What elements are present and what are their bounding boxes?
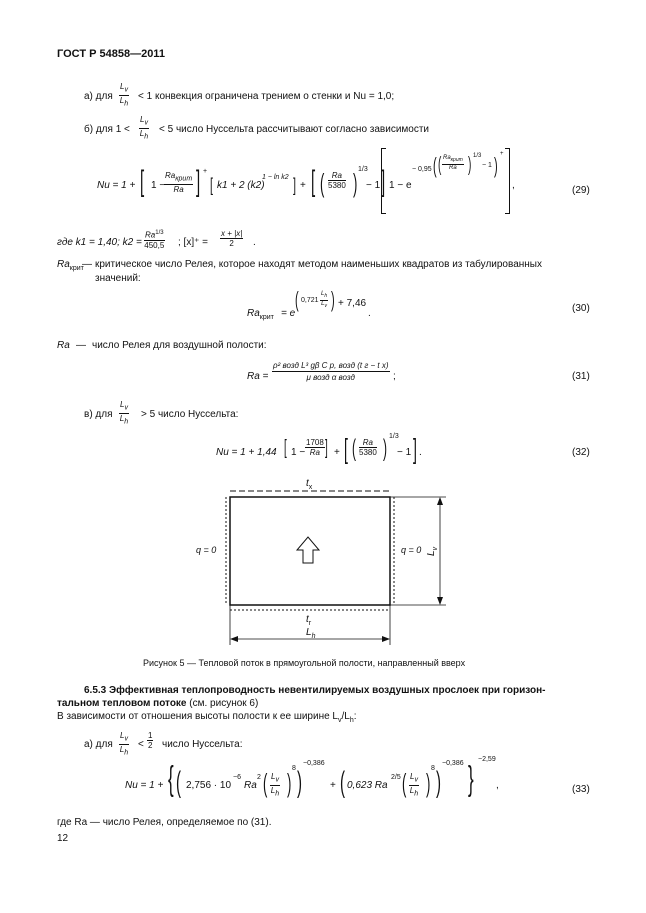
def-ra-krit-line1: критическое число Релея, которое находят методом наименьших квадратов из табулированных bbox=[95, 259, 542, 270]
eq32-plus: + bbox=[334, 447, 340, 458]
lv-arrow-bottom bbox=[437, 597, 443, 605]
eq29-bracket-open-2: [ bbox=[210, 175, 214, 195]
eq29-bracket-open-3: [ bbox=[311, 165, 316, 198]
eq33-paren1-open: ( bbox=[176, 766, 181, 799]
eq29-exp-minus-1: − 1 bbox=[482, 162, 492, 169]
eq29-exp-paren-open-2: ( bbox=[438, 154, 442, 176]
eq33-number: (33) bbox=[572, 784, 590, 795]
eq29-lhs: Nu = 1 + bbox=[97, 180, 136, 191]
eq29-exp-plus: + bbox=[500, 151, 504, 157]
where-end-dot: . bbox=[253, 237, 256, 248]
fig-label-tx: $t_x$ bbox=[306, 478, 313, 491]
eq33-paren-ratio2-close: ) bbox=[426, 768, 431, 798]
eq30-lhs: $Ra_{крит}$ bbox=[247, 308, 274, 321]
eq32-bracket-open-2: [ bbox=[344, 433, 348, 464]
eq29-bracket-close-1: ] bbox=[196, 165, 201, 198]
eq30-rhs: = e bbox=[281, 308, 296, 319]
section-heading-line1: 6.5.3 Эффективная теплопроводность невентилируемых воздушных прослоек при горизон- bbox=[84, 685, 546, 696]
lh-arrow-left bbox=[230, 636, 238, 642]
eq29-ra-5380: $\frac{Ra}{5380}$ bbox=[328, 171, 346, 190]
eq29-comma: , bbox=[512, 180, 515, 191]
eq29-exp-paren-close-2: ) bbox=[468, 154, 472, 176]
fig-q-right: q = 0 bbox=[401, 545, 422, 555]
fig-q-left: q = 0 bbox=[196, 545, 217, 555]
cavity-rectangle bbox=[230, 497, 390, 605]
eq33-paren-ratio1-close: ) bbox=[287, 768, 292, 798]
eq29-bracket-open-1: [ bbox=[140, 165, 145, 198]
item-c-text: > 5 число Нуссельта: bbox=[141, 409, 239, 420]
eq33-paren-ratio1-open: ( bbox=[263, 768, 268, 798]
eq33-exp-0386-1: −0,386 bbox=[303, 760, 325, 767]
eq32-bracket-close-1: ] bbox=[325, 437, 328, 459]
eq33-exp-0386-2: −0,386 bbox=[442, 760, 464, 767]
section-intro: В зависимости от отношения высоты полости к ее ширине $L_v/L_h$: bbox=[57, 711, 357, 724]
eq31-fraction: ρ² возд L³ gβ C p, возд (t г − t х) μ возд α возд bbox=[273, 361, 389, 382]
eq30-exp-coef: 0,721 bbox=[301, 297, 319, 304]
eq33-paren2-close: ) bbox=[436, 766, 441, 799]
eq29-number: (29) bbox=[572, 185, 590, 196]
eq29-exp-inner-13: 1/3 bbox=[473, 153, 482, 159]
eq32-bracket-open-1: [ bbox=[284, 437, 287, 459]
item-c-prefix: в) для bbox=[84, 409, 113, 420]
def-ra-krit-term: $Ra_{крит}$ bbox=[57, 259, 84, 272]
eq29-exp-paren-close: ) bbox=[494, 153, 498, 178]
eq33-comma: , bbox=[496, 780, 499, 791]
eq30-number: (30) bbox=[572, 303, 590, 314]
eq29-ra-ratio: Raкрит Ra bbox=[165, 171, 193, 194]
eq29-e-exp-coef: − 0,95 bbox=[412, 166, 432, 173]
item-a2-lt: < bbox=[138, 739, 144, 750]
eq32-number: (32) bbox=[572, 447, 590, 458]
eq32-dot: . bbox=[419, 447, 422, 458]
def-ra-text: число Релея для воздушной полости: bbox=[92, 340, 267, 351]
item-c-ratio: $\frac{Lv}{Lh}$ bbox=[119, 400, 129, 426]
fig-label-tg: $t_г$ bbox=[306, 614, 312, 627]
eq32-1708-ratio: $\frac{1708}{Ra}$ bbox=[306, 438, 324, 457]
eq29-exp-paren-open: ( bbox=[433, 153, 437, 178]
page-number: 12 bbox=[57, 833, 69, 844]
eq33-ratio1: $\frac{Lv}{Lh}$ bbox=[270, 772, 280, 798]
eq33-paren2-open: ( bbox=[340, 766, 345, 799]
eq32-paren-close: ) bbox=[383, 435, 387, 462]
eq29-paren-open: ( bbox=[320, 168, 325, 198]
eq33-term1-exp: −6 bbox=[233, 774, 241, 781]
item-a-prefix: а) для bbox=[84, 91, 113, 102]
eq30-paren-open: ( bbox=[295, 287, 299, 312]
eq33-exp8-2: 8 bbox=[431, 765, 435, 772]
eq31-semicolon: ; bbox=[393, 371, 396, 382]
eq32-exp: 1/3 bbox=[389, 433, 399, 440]
eq32-one-minus: 1 − bbox=[291, 447, 306, 458]
eq33-exp8-1: 8 bbox=[292, 765, 296, 772]
eq33-lhs: Nu = 1 + bbox=[125, 780, 164, 791]
where-bracket-fraction: $\frac{x + |x|}{2}$ bbox=[221, 229, 243, 248]
eq32-ra-5380: $\frac{Ra}{5380}$ bbox=[359, 438, 377, 457]
eq29-minus-1: − 1 bbox=[366, 180, 381, 191]
where-bracket-def: ; [x]⁺ = bbox=[178, 237, 209, 248]
eq29-plus-sup: + bbox=[203, 168, 208, 175]
item-a2-ratio: $\frac{Lv}{Lh}$ bbox=[119, 731, 129, 757]
eq32-tail: − 1 bbox=[397, 447, 412, 458]
lv-arrow-top bbox=[437, 497, 443, 505]
eq31-number: (31) bbox=[572, 371, 590, 382]
eq32-lhs: Nu = 1 + 1,44 bbox=[216, 447, 277, 458]
eq29-plus: + bbox=[300, 180, 306, 191]
where-ra-text: где Ra — число Релея, определяемое по (31). bbox=[57, 817, 272, 828]
def-ra-krit-dash: — bbox=[82, 259, 92, 270]
eq29-k-exp: 1 − ln k2 bbox=[262, 174, 289, 181]
def-ra-krit-line2: значений: bbox=[95, 273, 141, 284]
figure-caption: Рисунок 5 — Тепловой поток в прямоугольной полости, направленный вверх bbox=[143, 658, 466, 668]
eq33-paren1-close: ) bbox=[297, 766, 302, 799]
eq29-bracket-close-3: ] bbox=[381, 165, 386, 198]
def-ra-term: Ra bbox=[57, 340, 70, 351]
eq29-k-part: k1 + 2 (k2) bbox=[217, 180, 265, 191]
eq30-exp-ratio: $\frac{L_h}{L_v}$ bbox=[321, 291, 328, 310]
item-b-prefix: б) для 1 < bbox=[84, 124, 130, 135]
eq33-brace-close: } bbox=[468, 760, 474, 798]
item-a2-text: число Нуссельта: bbox=[162, 739, 243, 750]
item-b-text: < 5 число Нуссельта рассчитывают согласно зависимости bbox=[159, 124, 430, 135]
where-k-text: где k1 = 1,40; k2 = bbox=[57, 237, 142, 248]
fig-label-lh: $L_h$ bbox=[306, 627, 316, 640]
item-a-ratio: $\frac{Lv}{Lh}$ bbox=[119, 82, 129, 108]
lh-arrow-right bbox=[382, 636, 390, 642]
eq30-dot: . bbox=[368, 308, 371, 319]
eq29-exp-ra-ratio: $Ra_{крит}$ Ra bbox=[443, 155, 463, 172]
item-a-text: < 1 конвекция ограничена трением о стенки и Nu = 1,0; bbox=[138, 91, 395, 102]
eq33-paren-ratio2-open: ( bbox=[402, 768, 407, 798]
eq33-ra2: Ra bbox=[244, 780, 257, 791]
eq33-term2: 0,623 Ra bbox=[347, 780, 388, 791]
eq29-one-minus-e: 1 − e bbox=[389, 180, 412, 191]
eq33-term1: 2,756 · 10 bbox=[186, 780, 232, 791]
eq33-ratio2: $\frac{Lv}{Lh}$ bbox=[409, 772, 419, 798]
eq30-paren-close: ) bbox=[331, 287, 335, 312]
eq32-bracket-close-2: ] bbox=[413, 433, 417, 464]
eq33-outer-exp: −2,59 bbox=[478, 756, 496, 763]
eq29-paren-close: ) bbox=[353, 168, 358, 198]
eq33-brace-open: { bbox=[168, 760, 174, 798]
item-a2-prefix: а) для bbox=[84, 739, 113, 750]
eq33-ra2-exp: 2 bbox=[257, 774, 261, 781]
eq30-exp-plus: + 7,46 bbox=[338, 298, 367, 309]
eq32-paren-open: ( bbox=[352, 435, 356, 462]
document-header: ГОСТ Р 54858—2011 bbox=[57, 48, 165, 60]
eq29-bracket-close-2: ] bbox=[293, 175, 297, 195]
eq29-one-minus: 1 − bbox=[151, 180, 166, 191]
eq29-exp-13: 1/3 bbox=[358, 166, 368, 173]
item-a2-half: $\frac{1}{2}$ bbox=[148, 731, 153, 750]
fig-label-lv: $L_v$ bbox=[426, 546, 440, 557]
section-heading-line2: тальном тепловом потоке (см. рисунок 6) bbox=[57, 698, 259, 709]
eq33-plus: + bbox=[330, 780, 336, 791]
where-k2-fraction: $\frac{Ra^{1/3}}{450,5}$ bbox=[144, 230, 165, 250]
def-ra-dash: — bbox=[76, 340, 86, 351]
eq33-term2-exp: 2/5 bbox=[391, 774, 401, 781]
eq31-lhs: Ra = bbox=[247, 371, 269, 382]
heat-flow-up-arrow-icon bbox=[297, 537, 319, 563]
item-b-ratio: $\frac{Lv}{Lh}$ bbox=[139, 115, 149, 141]
